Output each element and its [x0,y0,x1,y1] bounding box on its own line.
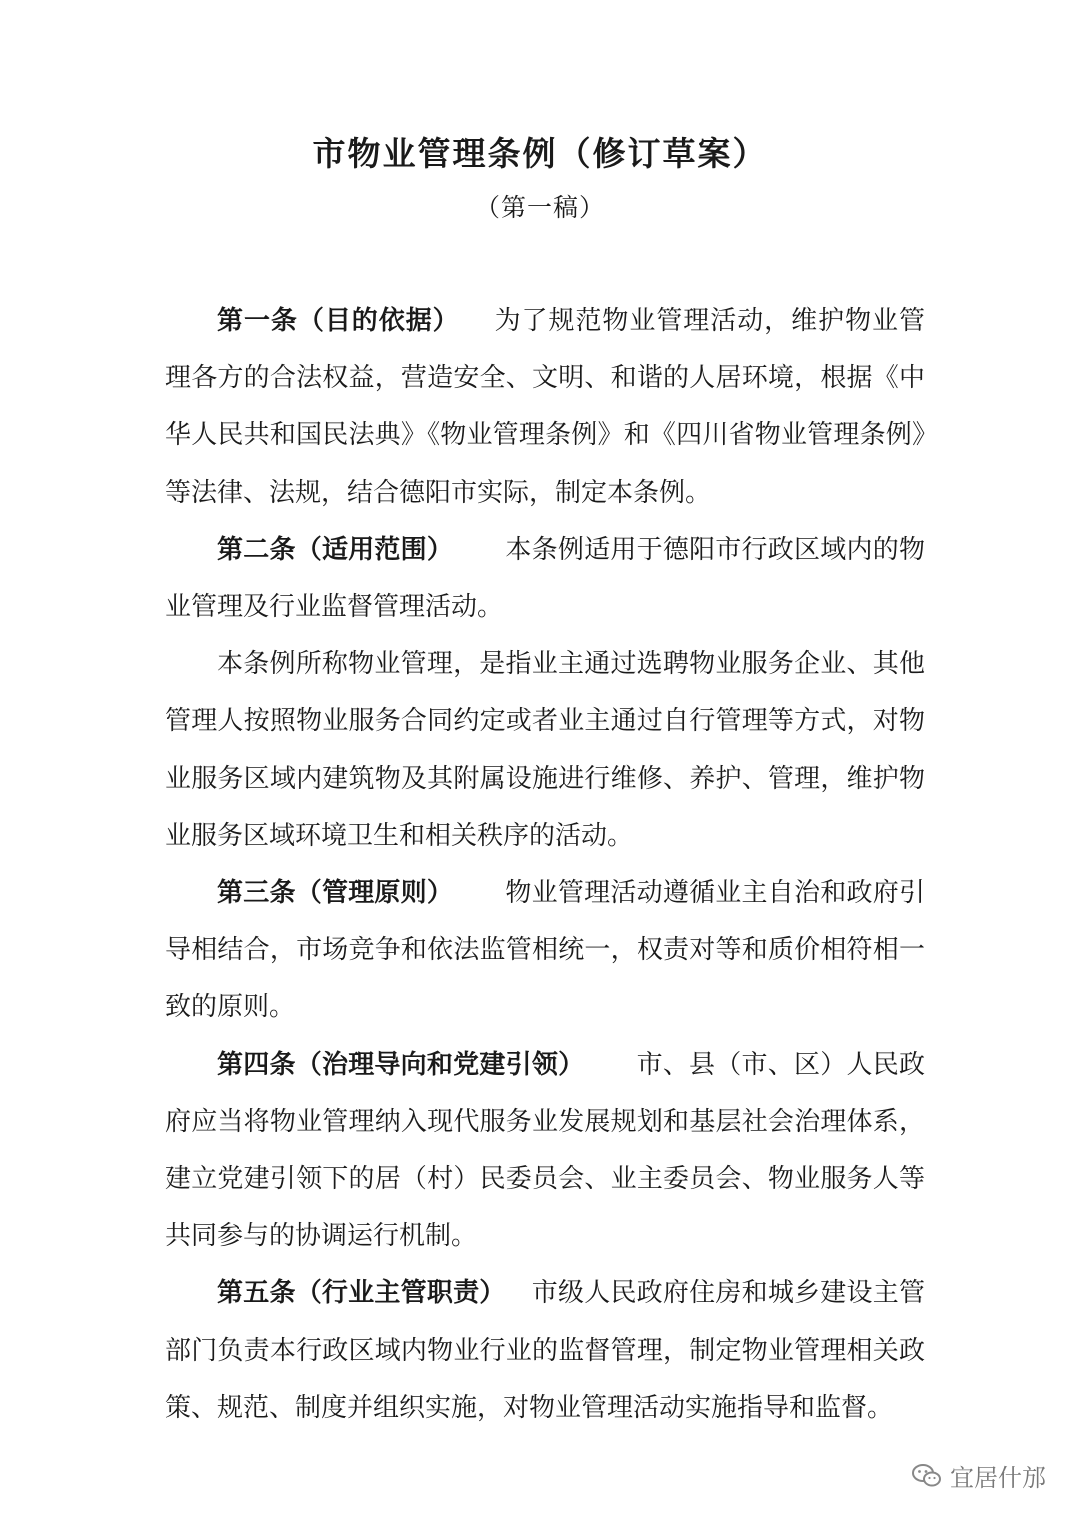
article-text: 市级人民政府住房和城乡建设主管部门负责本行政区域内物业行业的监督管理，制定物业管理相关政策、规范、制度并组织实施，对物业管理活动实施指导和监督。 [165,1278,925,1423]
article-heading: 第四条（治理导向和党建引领） [217,1049,585,1080]
paragraph-article-3 [165,865,925,1037]
article-text: 为了规范物业管理活动，维护物业管理各方的合法权益，营造安全、文明、和谐的人居环境，根据《中华人民共和国民法典》《物业管理条例》和《四川省物业管理条例》等法律、法规，结合德阳市实际，制定本条例。 [165,306,925,508]
article-heading: 第三条（管理原则） [217,878,454,909]
watermark-text: 宜居什邡 [950,1464,1046,1492]
wechat-icon [912,1463,942,1489]
article-heading: 第二条（适用范围） [217,534,454,565]
paragraph-article-5 [165,1265,925,1437]
article-text: 本条例适用于德阳市行政区域内的物业管理及行业监督管理活动。 [165,534,925,623]
article-heading: 第一条（目的依据） [217,306,460,336]
document-title: 市物业管理条例（修订草案） [312,134,768,173]
watermark [912,1458,1046,1493]
document-subtitle: （第一稿） [474,193,605,222]
document-body [165,293,925,1437]
paragraph-article-4 [165,1037,925,1266]
paragraph-article-2-definition [165,636,925,865]
article-heading: 第五条（行业主管职责） [217,1278,506,1309]
article-text: 本条例所称物业管理，是指业主通过选聘物业服务企业、其他管理人按照物业服务合同约定或者业主通过自行管理等方式，对物业服务区域内建筑物及其附属设施进行维修、养护、管理，维护物业服务区域环境卫生和相关秩序的活动。 [165,649,925,851]
article-text: 物业管理活动遵循业主自治和政府引导相结合，市场竞争和依法监管相统一，权责对等和质价相符相一致的原则。 [165,878,925,1023]
paragraph-article-1 [165,293,925,522]
article-text: 市、县（市、区）人民政府应当将物业管理纳入现代服务业发展规划和基层社会治理体系，建立党建引领下的居（村）民委员会、业主委员会、物业服务人等共同参与的协调运行机制。 [165,1049,925,1252]
paragraph-article-2 [165,522,925,636]
